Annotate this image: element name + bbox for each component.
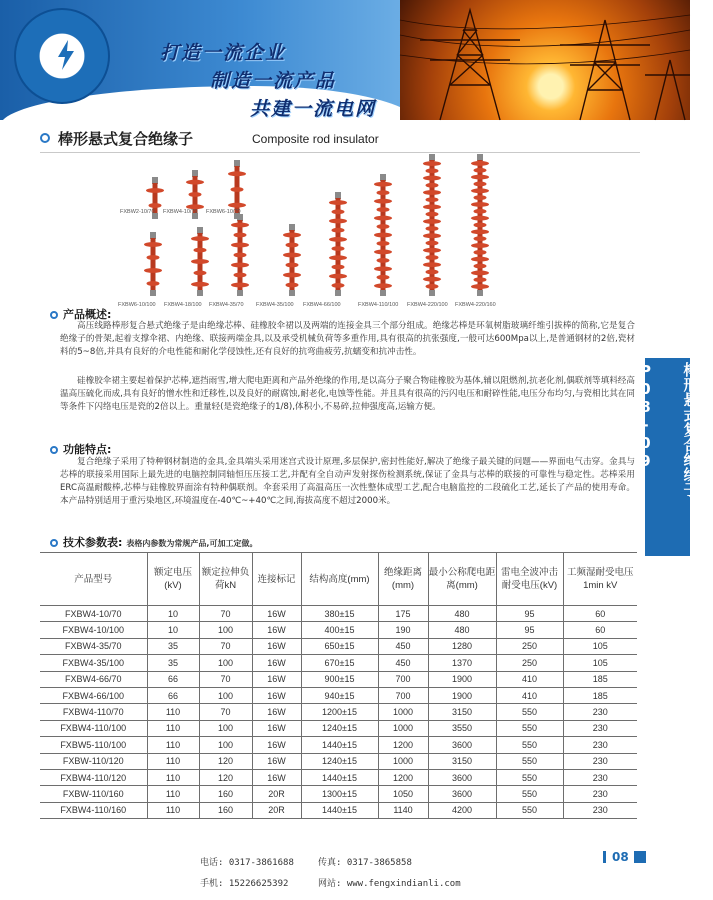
insulator-model-label: FXBW6-10/70 — [206, 209, 241, 215]
table-cell: 940±15 — [301, 687, 378, 703]
table-cell: 450 — [378, 655, 428, 671]
slogan-line-2: 制造一流产品 — [210, 70, 337, 92]
table-cell: 3600 — [428, 769, 496, 785]
insulator-model-label: FXBW4-220/160 — [455, 302, 496, 308]
table-cell: 16W — [252, 704, 301, 720]
table-cell: 110 — [147, 737, 199, 753]
insulator-figure — [144, 232, 162, 296]
table-cell: 1440±15 — [301, 802, 378, 818]
insulator-model-label: FXBW4-66/100 — [303, 302, 341, 308]
table-header-cell: 工频湿耐受电压 1min kV — [563, 553, 637, 606]
insulator-model-label: FXBW4-35/70 — [209, 302, 244, 308]
table-cell: 230 — [563, 737, 637, 753]
table-row — [40, 671, 637, 687]
table-cell: 120 — [199, 753, 252, 769]
table-cell: FXBW4-35/100 — [40, 655, 147, 671]
table-cell: 4200 — [428, 802, 496, 818]
page-bar-icon — [603, 851, 606, 863]
section-title-cn: 棒形悬式复合绝缘子 — [58, 130, 194, 148]
section-heading — [40, 128, 640, 153]
table-cell: 16W — [252, 671, 301, 687]
slogan-line-3: 共建一流电网 — [250, 98, 377, 120]
insulator-figure — [471, 154, 489, 296]
table-row — [40, 638, 637, 654]
table-cell: 20R — [252, 802, 301, 818]
lightning-icon — [56, 40, 76, 70]
table-cell: 95 — [496, 622, 563, 638]
table-cell: 1280 — [428, 638, 496, 654]
table-cell: 3600 — [428, 786, 496, 802]
overview-title-text: 产品概述: — [63, 308, 112, 321]
table-cell: 175 — [378, 606, 428, 622]
overview-paragraph-1: 高压线路棒形复合悬式绝缘子是由绝缘芯棒、硅橡胶伞裙以及两端的连接金具三个部分组成。绝缘芯棒是环氧树脂玻璃纤维引拔棒的简称,它是复合绝缘子的骨架,起着支撑伞裙、内绝缘、联接两端金具,以及承受机械负荷等多重作用,具有很高的抗张强度,一般可达600Mpa以上,是普通钢材的2倍,瓷材料的5~8倍,并具有良好的介电性能和耐化学侵蚀性,还有良好的抗弯曲疲劳,抗蠕变和抗冲击性。 — [60, 321, 635, 357]
table-cell: FXBW4-10/70 — [40, 606, 147, 622]
table-header-cell: 绝缘距离(mm) — [378, 553, 428, 606]
table-cell: 66 — [147, 687, 199, 703]
table-cell: 230 — [563, 704, 637, 720]
table-cell: 1440±15 — [301, 769, 378, 785]
table-body — [40, 606, 637, 819]
table-cell: 1370 — [428, 655, 496, 671]
table-cell: 650±15 — [301, 638, 378, 654]
table-cell: 3550 — [428, 720, 496, 736]
overview-paragraph-2: 硅橡胶伞裙主要起着保护芯棒,遮挡雨雪,增大爬电距离和产品外绝缘的作用,是以高分子聚合物硅橡胶为基体,辅以阻燃剂,抗老化剂,偶联剂等填料经高温高压硫化而成,具有良好的憎水性和迁移性,以及良好的耐腐蚀,耐老化,电蚀等性能。并且具有很高的污闪电压和耐碎性能,电压分布均匀,与瓷相比其在同等条件下闪络电压是瓷的2倍以上。重量轻(是瓷绝缘子的1/8),体积小,不易碎,拉伸强度高,运输方便。 — [60, 376, 635, 412]
tech-title — [50, 534, 257, 550]
section-title-en: Composite rod insulator — [252, 132, 379, 146]
table-cell: 250 — [496, 655, 563, 671]
table-cell: 550 — [496, 786, 563, 802]
table-cell: 1200 — [378, 737, 428, 753]
table-cell: 190 — [378, 622, 428, 638]
footer-website: 网站: www.fengxindianli.com — [318, 879, 461, 889]
tech-note: 表格内参数为常规产品,可加工定做。 — [126, 539, 258, 548]
table-cell: 100 — [199, 720, 252, 736]
table-cell: 110 — [147, 753, 199, 769]
table-cell: 1900 — [428, 687, 496, 703]
table-cell: 480 — [428, 622, 496, 638]
table-row — [40, 802, 637, 818]
insulator-figure — [283, 224, 301, 296]
features-title — [50, 441, 111, 457]
table-cell: 60 — [563, 622, 637, 638]
table-cell: 1240±15 — [301, 753, 378, 769]
table-cell: FXBW4-35/70 — [40, 638, 147, 654]
table-row — [40, 786, 637, 802]
table-cell: 1050 — [378, 786, 428, 802]
power-tower-sunset-photo — [400, 0, 690, 120]
table-cell: 230 — [563, 720, 637, 736]
footer-mobile: 手机: 15226625392 — [200, 879, 289, 889]
table-cell: 670±15 — [301, 655, 378, 671]
page-number — [603, 850, 646, 864]
table-cell: 1000 — [378, 753, 428, 769]
table-cell: 16W — [252, 622, 301, 638]
insulator-model-label: FXBW6-10/100 — [118, 302, 156, 308]
table-cell: 95 — [496, 606, 563, 622]
table-cell: 700 — [378, 671, 428, 687]
table-header-cell: 额定拉伸负荷kN — [199, 553, 252, 606]
state-grid-logo — [14, 8, 110, 104]
tech-bullet-icon — [50, 539, 58, 547]
table-cell: 1900 — [428, 671, 496, 687]
table-cell: 400±15 — [301, 622, 378, 638]
table-cell: 16W — [252, 753, 301, 769]
table-cell: 550 — [496, 720, 563, 736]
table-cell: 70 — [199, 606, 252, 622]
table-cell: FXBW5-110/100 — [40, 737, 147, 753]
table-cell: 35 — [147, 638, 199, 654]
table-cell: 120 — [199, 769, 252, 785]
table-cell: FXBW-110/160 — [40, 786, 147, 802]
table-row — [40, 622, 637, 638]
table-cell: 160 — [199, 802, 252, 818]
table-cell: 1000 — [378, 720, 428, 736]
table-cell: 10 — [147, 622, 199, 638]
table-header-cell: 额定电压(kV) — [147, 553, 199, 606]
table-cell: 900±15 — [301, 671, 378, 687]
table-cell: 110 — [147, 704, 199, 720]
table-cell: 160 — [199, 786, 252, 802]
table-row — [40, 704, 637, 720]
table-cell: 100 — [199, 655, 252, 671]
table-header-row — [40, 553, 637, 606]
insulator-model-label: FXBW4-35/100 — [256, 302, 294, 308]
table-cell: 16W — [252, 638, 301, 654]
table-cell: 1200 — [378, 769, 428, 785]
table-cell: 1240±15 — [301, 720, 378, 736]
insulator-model-label: FXBW2-10/70 — [120, 209, 155, 215]
features-title-text: 功能特点: — [63, 443, 112, 456]
table-cell: 110 — [147, 769, 199, 785]
table-cell: 1000 — [378, 704, 428, 720]
table-row — [40, 769, 637, 785]
table-cell: 1440±15 — [301, 737, 378, 753]
table-row — [40, 737, 637, 753]
table-cell: 230 — [563, 769, 637, 785]
table-cell: 230 — [563, 802, 637, 818]
table-cell: 550 — [496, 753, 563, 769]
table-cell: FXBW4-66/70 — [40, 671, 147, 687]
table-cell: 10 — [147, 606, 199, 622]
table-cell: 185 — [563, 687, 637, 703]
overview-bullet-icon — [50, 311, 58, 319]
table-cell: FXBW4-110/120 — [40, 769, 147, 785]
table-cell: 550 — [496, 802, 563, 818]
table-cell: 550 — [496, 737, 563, 753]
insulator-model-label: FXBW4-110/100 — [358, 302, 399, 308]
table-cell: 410 — [496, 687, 563, 703]
table-row — [40, 720, 637, 736]
table-cell: 700 — [378, 687, 428, 703]
table-cell: 110 — [147, 720, 199, 736]
table-header-cell: 产品型号 — [40, 553, 147, 606]
table-cell: 16W — [252, 606, 301, 622]
table-cell: 250 — [496, 638, 563, 654]
tech-title-text: 技术参数表: — [63, 536, 123, 549]
tech-spec-table — [40, 552, 637, 819]
table-cell: 480 — [428, 606, 496, 622]
table-cell: 70 — [199, 638, 252, 654]
features-bullet-icon — [50, 446, 58, 454]
page-square-icon — [634, 851, 646, 863]
table-cell: 3150 — [428, 704, 496, 720]
table-cell: FXBW-110/120 — [40, 753, 147, 769]
table-cell: 16W — [252, 769, 301, 785]
table-cell: 20R — [252, 786, 301, 802]
side-tab-text: 棒形悬式复合绝缘子P08-09 — [636, 362, 700, 497]
table-cell: 450 — [378, 638, 428, 654]
table-cell: FXBW4-66/100 — [40, 687, 147, 703]
table-cell: 16W — [252, 687, 301, 703]
table-cell: 185 — [563, 671, 637, 687]
insulator-figure — [374, 174, 392, 296]
table-cell: 1300±15 — [301, 786, 378, 802]
table-row — [40, 687, 637, 703]
table-cell: 105 — [563, 655, 637, 671]
table-cell: 230 — [563, 786, 637, 802]
power-tower-silhouette — [400, 0, 690, 120]
table-cell: 230 — [563, 753, 637, 769]
table-row — [40, 606, 637, 622]
insulator-figure — [191, 227, 209, 296]
table-row — [40, 753, 637, 769]
table-row — [40, 655, 637, 671]
page-number-text: 08 — [612, 850, 629, 864]
table-cell: 380±15 — [301, 606, 378, 622]
table-header-cell: 雷电全波冲击耐受电压(kV) — [496, 553, 563, 606]
table-cell: 110 — [147, 786, 199, 802]
table-header-cell: 连接标记 — [252, 553, 301, 606]
table-cell: 16W — [252, 720, 301, 736]
table-cell: 66 — [147, 671, 199, 687]
table-cell: FXBW4-110/160 — [40, 802, 147, 818]
insulator-figure — [329, 192, 347, 296]
table-cell: 16W — [252, 737, 301, 753]
table-cell: 110 — [147, 802, 199, 818]
table-cell: 1140 — [378, 802, 428, 818]
table-cell: 70 — [199, 671, 252, 687]
table-cell: 550 — [496, 769, 563, 785]
table-cell: 16W — [252, 655, 301, 671]
header-banner — [0, 0, 690, 120]
insulator-model-label: FXBW4-220/100 — [407, 302, 448, 308]
table-cell: FXBW4-110/100 — [40, 720, 147, 736]
table-header-cell: 结构高度(mm) — [301, 553, 378, 606]
table-cell: 100 — [199, 737, 252, 753]
insulator-figure — [423, 154, 441, 296]
table-header-cell: 最小公称爬电距离(mm) — [428, 553, 496, 606]
table-cell: 1200±15 — [301, 704, 378, 720]
table-cell: FXBW4-110/70 — [40, 704, 147, 720]
table-cell: 70 — [199, 704, 252, 720]
side-tab — [636, 358, 700, 556]
table-cell: 100 — [199, 622, 252, 638]
table-cell: 60 — [563, 606, 637, 622]
table-cell: 3600 — [428, 737, 496, 753]
features-paragraph: 复合绝缘子采用了特种钢材制造的金具,金具端头采用迷宫式设计原理,多层保护,密封性能好,解决了绝缘子最关键的问题——界面电气击穿。金具与芯棒的联接采用国际上最先进的电脑控制同轴恒压压接工艺,并配有全自动声发射探伤检测系统,保证了金具与芯棒的联接的可靠性与稳定性。芯棒采用ERC高温耐酸棒,芯棒与硅橡胶界面涂有特种偶联剂。伞套采用了高温高压一次性整体成型工艺,配合电脑监控的二段硫化工艺,延长了产品的使用寿命。本产品特别适用于重污染地区,环境温度在-40℃~+40℃之间,海拔高度不超过2000米。 — [60, 457, 635, 506]
table-cell: 100 — [199, 687, 252, 703]
heading-bullet-icon — [40, 133, 50, 143]
footer-phone: 电话: 0317-3861688 — [200, 858, 294, 868]
table-cell: 105 — [563, 638, 637, 654]
footer-fax: 传真: 0317-3865858 — [318, 858, 412, 868]
insulator-figure — [231, 214, 249, 296]
table-cell: 410 — [496, 671, 563, 687]
table-cell: 550 — [496, 704, 563, 720]
insulator-model-label: FXBW4-18/100 — [164, 302, 202, 308]
table-cell: 35 — [147, 655, 199, 671]
slogan-line-1: 打造一流企业 — [160, 42, 287, 64]
insulator-model-label: FXBW4-10/70 — [163, 209, 198, 215]
table-cell: FXBW4-10/100 — [40, 622, 147, 638]
table-cell: 3150 — [428, 753, 496, 769]
insulator-product-photo — [120, 158, 520, 298]
